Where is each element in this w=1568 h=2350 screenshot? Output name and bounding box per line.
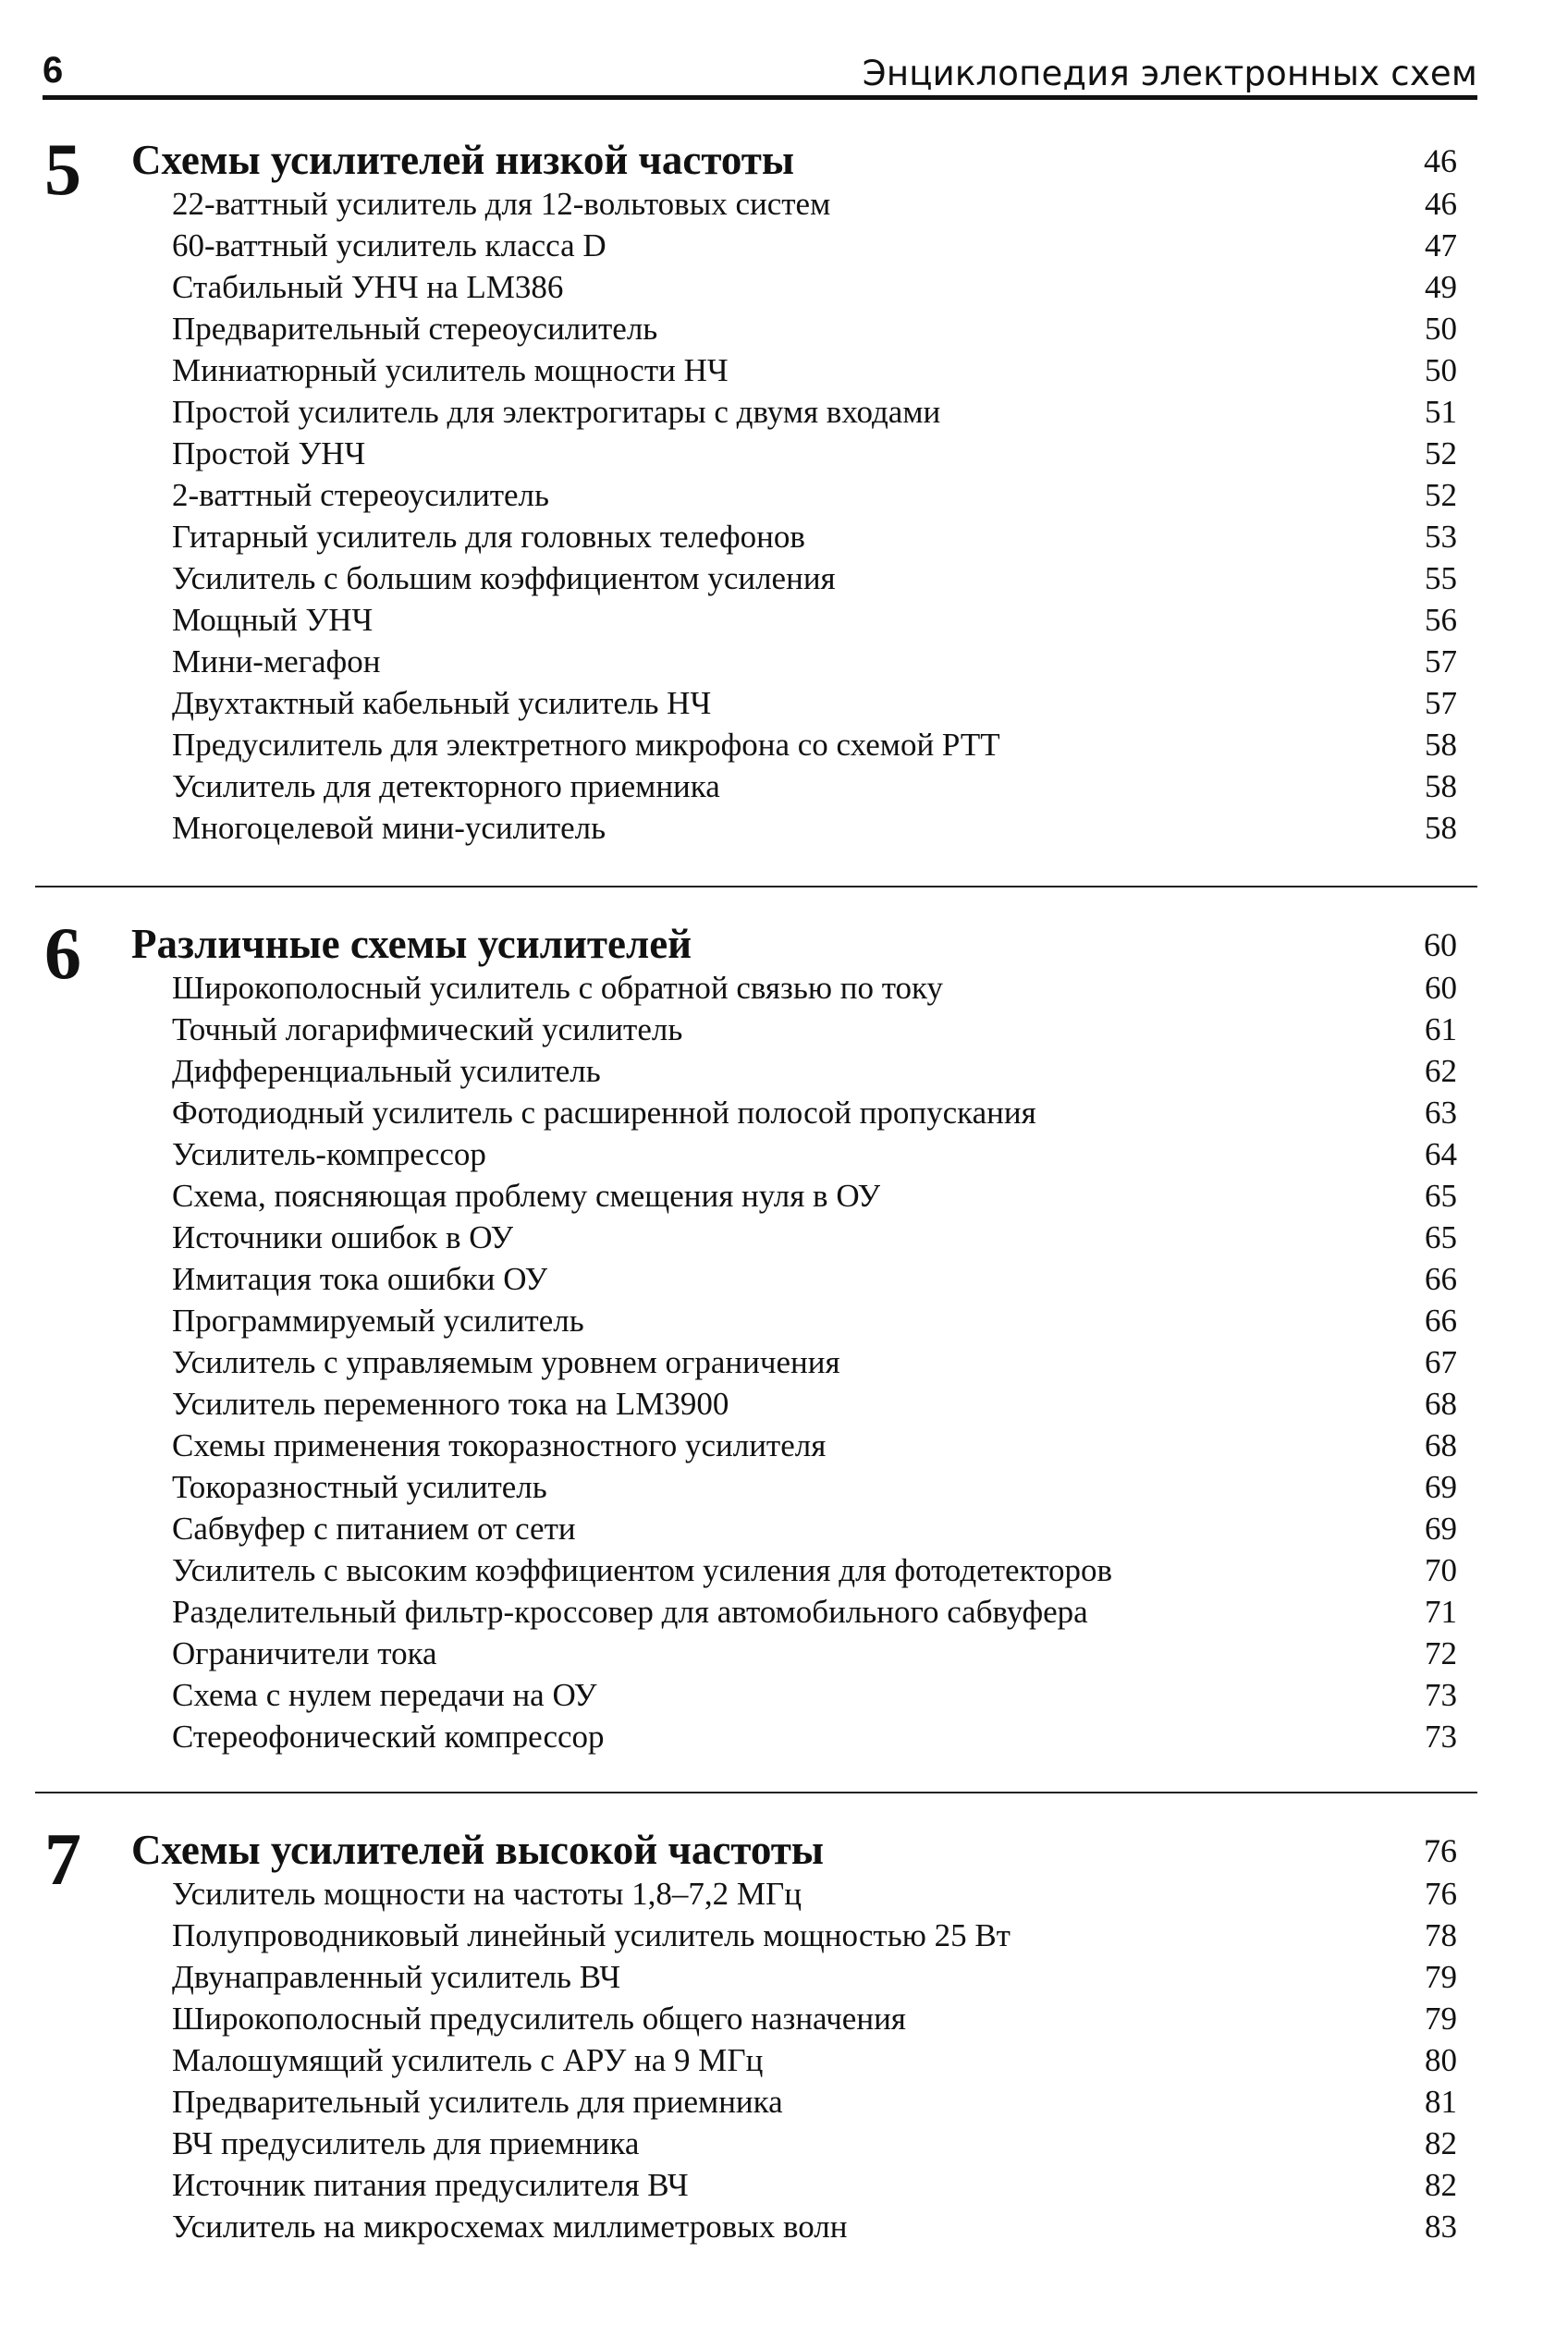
entry-page: 72 (1425, 1634, 1457, 1671)
entry-page: 68 (1425, 1426, 1457, 1463)
section-entries (172, 967, 1457, 1757)
entry-title: Точный логарифмический усилитель (172, 1010, 683, 1047)
toc-entry[interactable] (172, 266, 1457, 308)
section-divider (35, 1792, 1477, 1793)
entry-page: 58 (1425, 809, 1457, 846)
toc-entry[interactable] (172, 2039, 1457, 2081)
entry-page: 65 (1425, 1177, 1457, 1214)
entry-page: 64 (1425, 1135, 1457, 1172)
section-title: Схемы усилителей низкой частоты (131, 137, 795, 183)
entry-title: Широкополосный усилитель с обратной связью по току (172, 969, 944, 1006)
entry-page: 67 (1425, 1343, 1457, 1380)
entry-title: Дифференциальный усилитель (172, 1052, 601, 1089)
section-entries (172, 183, 1457, 849)
entry-page: 73 (1425, 1718, 1457, 1755)
entry-page: 49 (1425, 268, 1457, 305)
entry-title: 2-ваттный стереоусилитель (172, 476, 549, 513)
toc-entry[interactable] (172, 1425, 1457, 1466)
toc-entry[interactable] (172, 183, 1457, 225)
entry-title: ВЧ предусилитель для приемника (172, 2124, 640, 2161)
toc-entry[interactable] (172, 1591, 1457, 1633)
entry-page: 50 (1425, 351, 1457, 388)
entry-title: Усилитель с высоким коэффициентом усиления для фотодетекторов (172, 1551, 1112, 1588)
toc-entry[interactable] (172, 1873, 1457, 1915)
entry-title: Простой УНЧ (172, 435, 366, 471)
toc-entry[interactable] (172, 641, 1457, 682)
toc-entry[interactable] (172, 1341, 1457, 1383)
toc-entry[interactable] (172, 225, 1457, 266)
entry-page: 76 (1425, 1875, 1457, 1912)
entry-page: 66 (1425, 1302, 1457, 1339)
entry-page: 63 (1425, 1094, 1457, 1131)
section-page: 76 (1424, 1832, 1457, 1869)
entry-page: 68 (1425, 1385, 1457, 1422)
entry-title: Простой усилитель для электрогитары с двумя входами (172, 393, 941, 430)
toc-entry[interactable] (172, 349, 1457, 391)
toc-entry[interactable] (172, 2206, 1457, 2247)
toc-entry[interactable] (172, 1300, 1457, 1341)
entry-title: Схема, поясняющая проблему смещения нуля в ОУ (172, 1177, 881, 1214)
entry-page: 82 (1425, 2166, 1457, 2203)
entry-page: 71 (1425, 1593, 1457, 1630)
entry-title: 22-ваттный усилитель для 12-вольтовых систем (172, 185, 831, 222)
toc-entry[interactable] (172, 1508, 1457, 1549)
toc-entry[interactable] (172, 433, 1457, 474)
entry-page: 57 (1425, 643, 1457, 679)
entry-title: Программируемый усилитель (172, 1302, 584, 1339)
entry-title: Предусилитель для электретного микрофона со схемой РТТ (172, 726, 1000, 763)
entry-title: Имитация тока ошибки ОУ (172, 1260, 548, 1297)
toc-entry[interactable] (172, 1175, 1457, 1217)
toc-entry[interactable] (172, 474, 1457, 516)
entry-page: 57 (1425, 684, 1457, 721)
toc-entry[interactable] (172, 724, 1457, 765)
toc-entry[interactable] (172, 1133, 1457, 1175)
entry-page: 56 (1425, 601, 1457, 638)
section-page: 46 (1424, 142, 1457, 179)
toc-entry[interactable] (172, 1092, 1457, 1133)
entry-title: Схемы применения токоразностного усилителя (172, 1426, 827, 1463)
entry-title: Миниатюрный усилитель мощности НЧ (172, 351, 729, 388)
toc-entry[interactable] (172, 599, 1457, 641)
entry-title: Двунаправленный усилитель ВЧ (172, 1958, 621, 1995)
toc-entry[interactable] (172, 1009, 1457, 1050)
entry-page: 69 (1425, 1510, 1457, 1547)
entry-title: Усилитель с большим коэффициентом усиления (172, 559, 836, 596)
entry-page: 60 (1425, 969, 1457, 1006)
entry-page: 51 (1425, 393, 1457, 430)
entry-page: 46 (1425, 185, 1457, 222)
toc-entry[interactable] (172, 391, 1457, 433)
entry-title: Разделительный фильтр-кроссовер для автомобильного сабвуфера (172, 1593, 1088, 1630)
entry-page: 50 (1425, 310, 1457, 347)
entry-page: 78 (1425, 1916, 1457, 1953)
section-title: Схемы усилителей высокой частоты (131, 1827, 824, 1873)
entry-page: 62 (1425, 1052, 1457, 1089)
section-number: 7 (44, 1819, 81, 1901)
toc-entry[interactable] (172, 765, 1457, 807)
entry-title: Предварительный стереоусилитель (172, 310, 658, 347)
entry-title: Многоцелевой мини-усилитель (172, 809, 606, 846)
entry-page: 47 (1425, 226, 1457, 263)
entry-page: 81 (1425, 2083, 1457, 2120)
toc-entry[interactable] (172, 2081, 1457, 2123)
entry-title: Гитарный усилитель для головных телефонов (172, 518, 805, 555)
toc-entry[interactable] (172, 1998, 1457, 2039)
entry-page: 53 (1425, 518, 1457, 555)
entry-title: Стабильный УНЧ на LM386 (172, 268, 564, 305)
entry-title: Усилитель мощности на частоты 1,8–7,2 МГц (172, 1875, 802, 1912)
entry-title: Полупроводниковый линейный усилитель мощностью 25 Вт (172, 1916, 1011, 1953)
toc-entry[interactable] (172, 1217, 1457, 1258)
entry-title: Широкополосный предусилитель общего назначения (172, 2000, 906, 2037)
entry-title: Токоразностный усилитель (172, 1468, 547, 1505)
entry-title: 60-ваттный усилитель класса D (172, 226, 606, 263)
toc-entry[interactable] (172, 1549, 1457, 1591)
entry-title: Стереофонический компрессор (172, 1718, 605, 1755)
section-title: Различные схемы усилителей (131, 921, 692, 967)
section-number: 6 (44, 913, 81, 995)
entry-title: Усилитель для детекторного приемника (172, 767, 720, 804)
entry-page: 80 (1425, 2041, 1457, 2078)
toc-entry[interactable] (172, 1915, 1457, 1956)
entry-page: 52 (1425, 435, 1457, 471)
entry-page: 83 (1425, 2208, 1457, 2245)
toc-entry[interactable] (172, 807, 1457, 849)
entry-title: Усилитель на микросхемах миллиметровых волн (172, 2208, 848, 2245)
entry-page: 79 (1425, 2000, 1457, 2037)
entry-page: 58 (1425, 726, 1457, 763)
section-page: 60 (1424, 926, 1457, 963)
toc-entry[interactable] (172, 1956, 1457, 1998)
entry-page: 82 (1425, 2124, 1457, 2161)
entry-page: 73 (1425, 1676, 1457, 1713)
entry-title: Усилитель-компрессор (172, 1135, 486, 1172)
section-number: 5 (44, 129, 81, 211)
entry-page: 70 (1425, 1551, 1457, 1588)
entry-title: Схема с нулем передачи на ОУ (172, 1676, 597, 1713)
toc-entry[interactable] (172, 682, 1457, 724)
entry-title: Источник питания предусилителя ВЧ (172, 2166, 689, 2203)
entry-title: Усилитель с управляемым уровнем ограничения (172, 1343, 840, 1380)
toc-entry[interactable] (172, 1383, 1457, 1425)
section-divider (35, 886, 1477, 887)
entry-title: Сабвуфер с питанием от сети (172, 1510, 576, 1547)
entry-page: 66 (1425, 1260, 1457, 1297)
running-title: Энциклопедия электронных схем (862, 54, 1477, 93)
page-number: 6 (43, 50, 64, 91)
toc-entry[interactable] (172, 967, 1457, 1009)
toc-entry[interactable] (172, 2123, 1457, 2164)
entry-title: Двухтактный кабельный усилитель НЧ (172, 684, 712, 721)
entry-title: Ограничители тока (172, 1634, 437, 1671)
toc-entry[interactable] (172, 308, 1457, 349)
entry-page: 52 (1425, 476, 1457, 513)
toc-entry[interactable] (172, 2164, 1457, 2206)
running-header (43, 48, 1477, 100)
entry-page: 79 (1425, 1958, 1457, 1995)
entry-title: Малошумящий усилитель с АРУ на 9 МГц (172, 2041, 764, 2078)
toc-entry[interactable] (172, 1466, 1457, 1508)
section-entries (172, 1873, 1457, 2247)
toc-entry[interactable] (172, 516, 1457, 557)
toc-entry[interactable] (172, 1050, 1457, 1092)
toc-entry[interactable] (172, 557, 1457, 599)
entry-title: Фотодиодный усилитель с расширенной полосой пропускания (172, 1094, 1036, 1131)
toc-entry[interactable] (172, 1716, 1457, 1757)
entry-page: 69 (1425, 1468, 1457, 1505)
entry-title: Мини-мегафон (172, 643, 381, 679)
toc-entry[interactable] (172, 1258, 1457, 1300)
entry-page: 58 (1425, 767, 1457, 804)
entry-page: 61 (1425, 1010, 1457, 1047)
toc-entry[interactable] (172, 1633, 1457, 1674)
entry-title: Мощный УНЧ (172, 601, 374, 638)
entry-title: Источники ошибок в ОУ (172, 1218, 514, 1255)
entry-page: 55 (1425, 559, 1457, 596)
entry-title: Предварительный усилитель для приемника (172, 2083, 783, 2120)
entry-title: Усилитель переменного тока на LM3900 (172, 1385, 729, 1422)
toc-entry[interactable] (172, 1674, 1457, 1716)
entry-page: 65 (1425, 1218, 1457, 1255)
header-rule (43, 95, 1477, 100)
